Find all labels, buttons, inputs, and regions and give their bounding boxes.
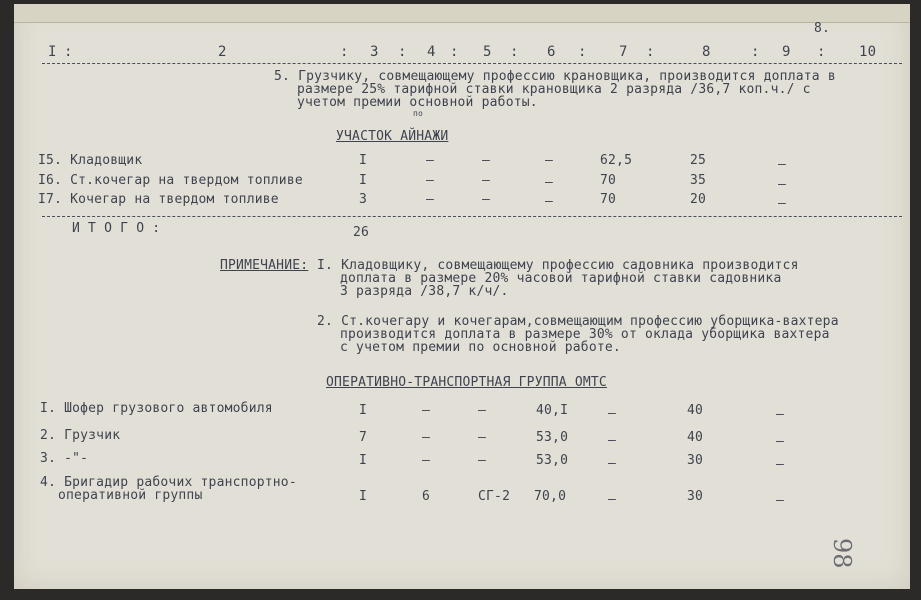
total-value: 26 <box>353 225 370 240</box>
cell-c6: 70,0 <box>534 489 567 504</box>
cell-c8: 20 <box>690 192 707 207</box>
cell-c5: – <box>482 173 491 188</box>
row-name: I5. Кладовщик <box>38 153 143 168</box>
insert-mark: по <box>413 109 424 118</box>
col-header-9: 9 <box>782 44 791 60</box>
cell-c3: 7 <box>359 430 368 445</box>
cell-c3: 3 <box>359 192 368 207</box>
col-sep: : <box>578 44 587 60</box>
cell-c7: 70 <box>600 192 617 207</box>
total-divider <box>42 216 902 217</box>
cell-c3: I <box>359 153 368 168</box>
header-divider <box>42 63 902 64</box>
cell-c9: – <box>776 407 785 422</box>
col-sep: : <box>510 44 519 60</box>
note5-line2: размере 25% тарифной ставки крановщика 2 разряда /36,7 коп.ч./ с <box>297 82 811 97</box>
cell-c7: – <box>608 406 617 421</box>
cell-c8: 25 <box>690 153 707 168</box>
cell-c4: – <box>422 403 431 418</box>
cell-c7: 62,5 <box>600 153 633 168</box>
cell-c6: – <box>545 175 554 190</box>
col-sep: : <box>751 44 760 60</box>
total-label: И Т О Г О : <box>72 221 161 236</box>
cell-c4: – <box>422 453 431 468</box>
cell-c6: – <box>545 194 554 209</box>
col-sep: : <box>646 44 655 60</box>
cell-c6: 40,I <box>536 403 569 418</box>
remark2-line3: с учетом премии по основной работе. <box>340 340 621 355</box>
row-name: I7. Кочегар на твердом топливе <box>38 192 279 207</box>
cell-c7: – <box>608 433 617 448</box>
remark1-line1: I. Кладовщику, совмещающему профессию садовника производится <box>317 258 799 273</box>
row-name: 2. Грузчик <box>40 428 121 443</box>
cell-c6: 53,0 <box>536 453 569 468</box>
section-title-aynazhi: УЧАСТОК АЙНАЖИ <box>336 129 449 144</box>
cell-c3: I <box>359 173 368 188</box>
col-sep: : <box>340 44 349 60</box>
col-header-5: 5 <box>483 44 492 60</box>
row-name: I6. Ст.кочегар на твердом топливе <box>38 173 303 188</box>
col-header-8: 8 <box>702 44 711 60</box>
col-header-7: 7 <box>619 44 628 60</box>
cell-c5: – <box>478 403 487 418</box>
cell-c9: – <box>776 493 785 508</box>
remark1-line2: доплата в размере 20% часовой тарифной ставки садовника <box>340 271 782 286</box>
col-sep: : <box>64 44 73 60</box>
cell-c9: – <box>776 434 785 449</box>
binding-edge <box>14 4 910 23</box>
row-name: 3. -"- <box>40 451 89 466</box>
cell-c5: – <box>478 430 487 445</box>
cell-c8: 35 <box>690 173 707 188</box>
row-name: 4. Бригадир рабочих транспортно- <box>40 475 297 490</box>
cell-c4: – <box>422 430 431 445</box>
remark1-line3: 3 разряда /38,7 к/ч/. <box>340 284 509 299</box>
cell-c4: 6 <box>422 489 431 504</box>
col-header-4: 4 <box>427 44 436 60</box>
cell-c7: – <box>608 492 617 507</box>
remark-label: ПРИМЕЧАНИЕ: <box>220 258 309 273</box>
cell-c8: 40 <box>687 403 704 418</box>
cell-c8: 30 <box>687 453 704 468</box>
archive-page-number: 98 <box>828 538 856 569</box>
cell-c8: 30 <box>687 489 704 504</box>
col-sep: : <box>817 44 826 60</box>
col-header-2: 2 <box>218 44 227 60</box>
cell-c4: – <box>426 192 435 207</box>
page-number: 8. <box>814 21 831 36</box>
remark2-line1: 2. Ст.кочегару и кочегарам,совмещающим профессию уборщика-вахтера <box>317 314 839 329</box>
cell-c9: – <box>778 157 787 172</box>
cell-c5: – <box>482 153 491 168</box>
cell-c7: 70 <box>600 173 617 188</box>
col-header-3: 3 <box>370 44 379 60</box>
note5-line3: учетом премии основной работы. <box>297 95 538 110</box>
cell-c9: – <box>778 177 787 192</box>
cell-c5: СГ-2 <box>478 489 511 504</box>
col-header-6: 6 <box>547 44 556 60</box>
cell-c3: I <box>359 403 368 418</box>
cell-c8: 40 <box>687 430 704 445</box>
row-name: I. Шофер грузового автомобиля <box>40 401 273 416</box>
col-sep: : <box>450 44 459 60</box>
cell-c6: 53,0 <box>536 430 569 445</box>
col-header-10: 10 <box>859 44 877 60</box>
note5-line1: 5. Грузчику, совмещающему профессию крановщика, производится доплата в <box>274 69 836 84</box>
cell-c3: I <box>359 489 368 504</box>
cell-c5: – <box>482 192 491 207</box>
cell-c5: – <box>478 453 487 468</box>
remark2-line2: производится доплата в размере 30% от оклада уборщика вахтера <box>340 327 830 342</box>
document-page <box>14 4 910 589</box>
col-sep: : <box>398 44 407 60</box>
cell-c7: – <box>608 456 617 471</box>
col-header-1: I <box>48 44 57 60</box>
cell-c9: – <box>778 196 787 211</box>
cell-c6: – <box>545 153 554 168</box>
cell-c9: – <box>776 457 785 472</box>
section-title-transport: ОПЕРАТИВНО-ТРАНСПОРТНАЯ ГРУППА ОМТС <box>326 375 607 390</box>
row-name-continued: оперативной группы <box>58 488 203 503</box>
cell-c4: – <box>426 173 435 188</box>
cell-c4: – <box>426 153 435 168</box>
cell-c3: I <box>359 453 368 468</box>
